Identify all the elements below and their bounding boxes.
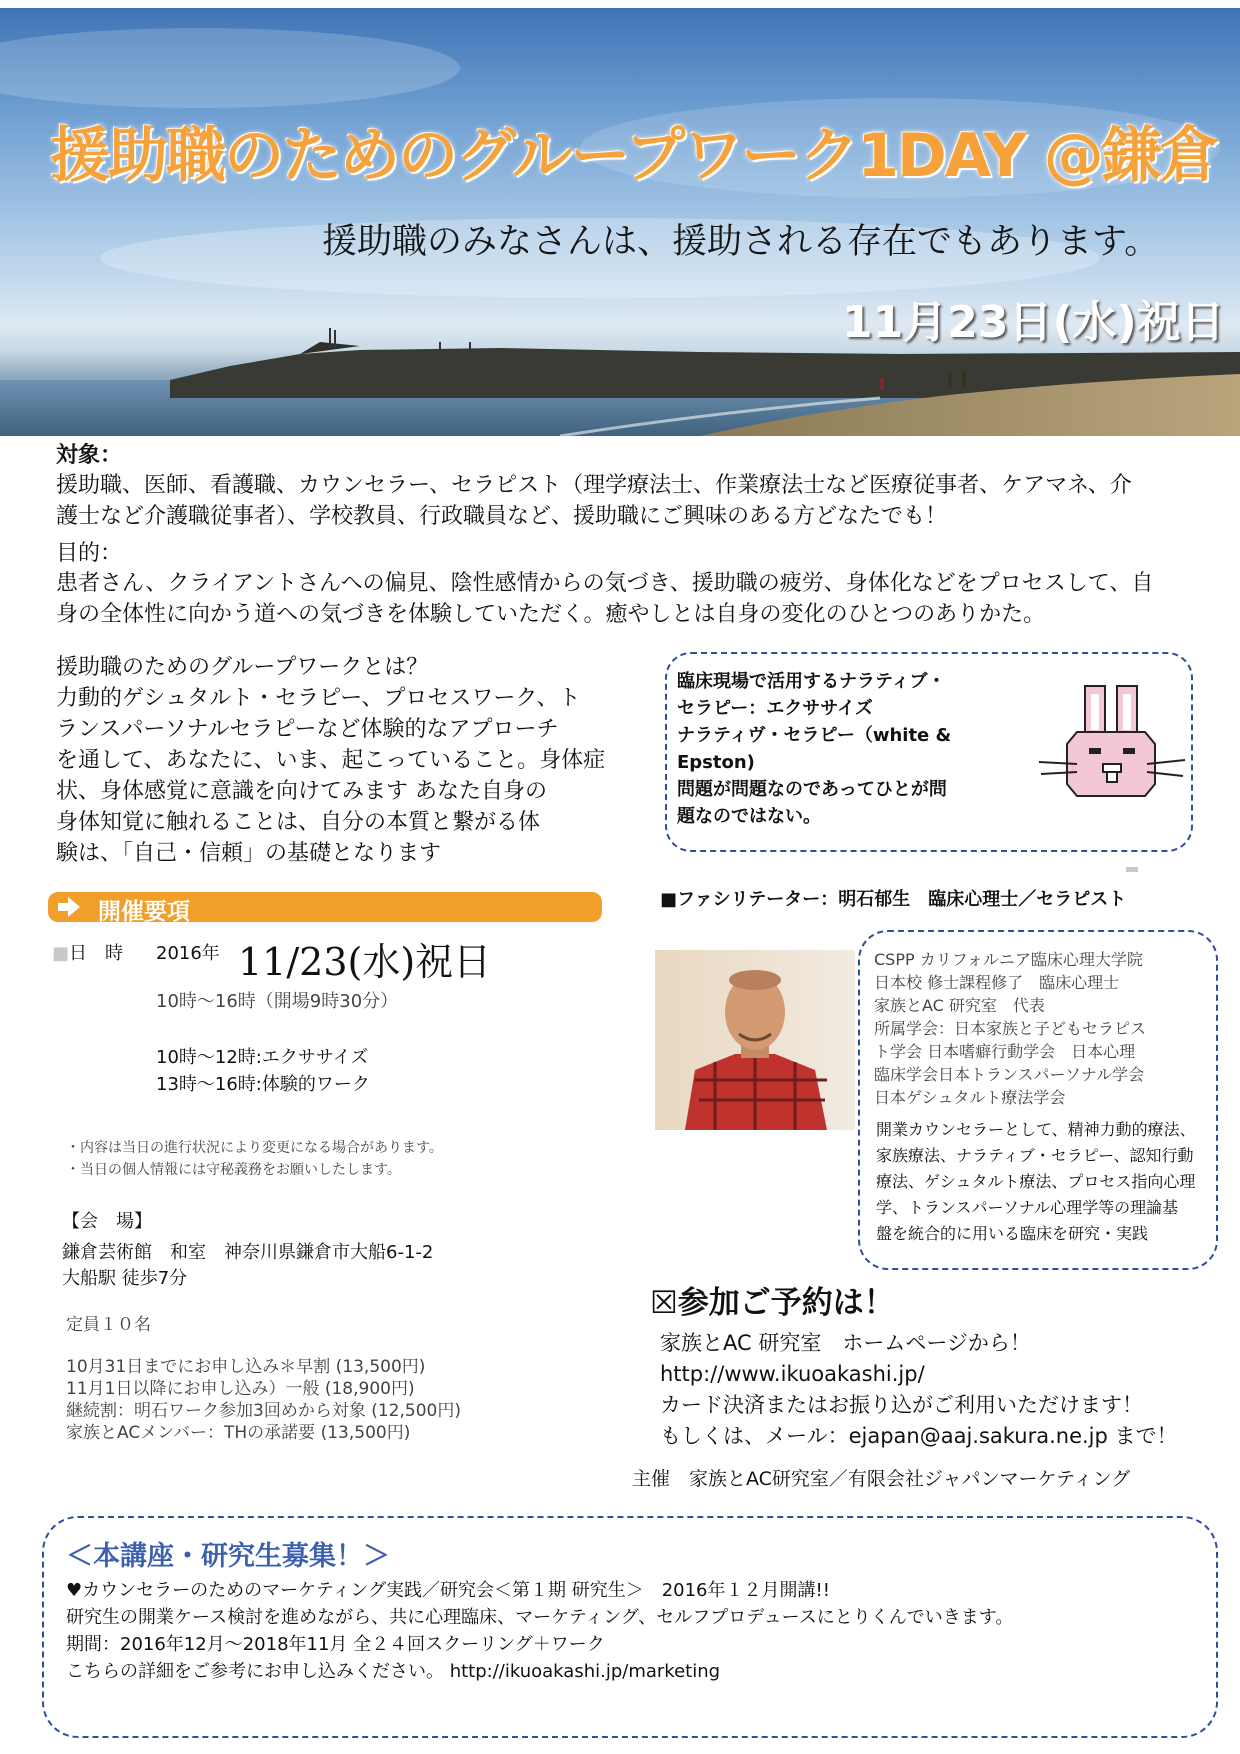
organizer: 主催 家族とAC研究室／有限会社ジャパンマーケティング — [632, 1468, 1131, 1490]
profile-line: CSPP カリフォルニア臨床心理大学院 — [874, 950, 1143, 969]
reserve-heading: ☒参加ご予約は！ — [650, 1285, 895, 1321]
venue-line: 大船駅 徒歩7分 — [62, 1268, 188, 1289]
kaisai-heading: 開催要項 — [98, 899, 190, 925]
schedule-item: 13時〜16時:体験的ワーク — [156, 1074, 370, 1095]
facilitator-heading: ■ファシリテーター：明石郁生 臨床心理士／セラピスト — [660, 889, 1127, 910]
narrative-text — [677, 668, 1037, 830]
profile-line: ト学会 日本嗜癖行動学会 日本心理 — [874, 1042, 1136, 1061]
recruit-link-line[interactable]: こちらの詳細をご参考にお申し込みください。 http://ikuoakashi.jp/marketing — [66, 1661, 721, 1682]
narrative-line: 臨床現場で活用するナラティブ・ — [677, 671, 946, 692]
about-text — [56, 652, 616, 869]
profile-line: 日本校 修士課程修了 臨床心理士 — [874, 973, 1120, 992]
rabbit-icon — [1037, 684, 1187, 814]
profile-text — [874, 948, 1214, 1109]
reserve-text — [660, 1328, 1230, 1452]
about-line: 力動的ゲシュタルト・セラピー、プロセスワーク、ト — [56, 686, 581, 711]
arrow-right-icon — [56, 895, 82, 919]
purpose-line: 身の全体性に向かう道への気づきを体験していただく。癒やしとは自身の変化のひとつのありかた。 — [56, 602, 1046, 627]
divider-mark — [1126, 867, 1138, 872]
career-line: 学、トランスパーソナル心理学等の理論基 — [876, 1198, 1179, 1217]
venue-heading: 【会 場】 — [62, 1211, 152, 1232]
narrative-line: 題なのではない。 — [677, 806, 821, 827]
capacity: 定員１０名 — [66, 1315, 151, 1335]
career-line: 開業カウンセラーとして、精神力動的療法、 — [876, 1120, 1196, 1139]
date-label-text: 日 時 — [69, 943, 124, 964]
schedule — [156, 1044, 370, 1098]
career-line: 家族療法、ナラティブ・セラピー、認知行動 — [876, 1146, 1194, 1165]
hero-title: 援助職のためのグループワーク1DAY @鎌倉 — [50, 121, 1218, 191]
hero-subtitle: 援助職のみなさんは、援助される存在でもあります。 — [322, 222, 1160, 262]
price-item: 10月31日までにお申し込み＊早割 (13,500円) — [66, 1357, 426, 1377]
career-line: 盤を統合的に用いる臨床を研究・実践 — [876, 1224, 1149, 1243]
notes — [66, 1137, 443, 1181]
reserve-line: 家族とAC 研究室 ホームページから！ — [660, 1331, 1031, 1355]
target-heading: 対象： — [56, 443, 123, 468]
narrative-line: 問題が問題なのであってひとが問 — [677, 779, 947, 800]
purpose-line: 患者さん、クライアントさんへの偏見、陰性感情からの気づき、援助職の疲労、身体化などをプロセスして、自 — [56, 571, 1154, 596]
kaisai-bar — [48, 892, 602, 925]
profile-line: 所属学会：日本家族と子どもセラピス — [874, 1019, 1147, 1038]
purpose-heading: 目的： — [56, 541, 123, 566]
note-item: ・内容は当日の進行状況により変更になる場合があります。 — [66, 1140, 443, 1156]
reserve-line: カード決済またはお振り込がご利用いただけます！ — [660, 1393, 1143, 1417]
facilitator-photo — [655, 950, 855, 1130]
career-text — [876, 1117, 1216, 1247]
target-line: 援助職、医師、看護職、カウンセラー、セラピスト（理学療法士、作業療法士など医療従事者、ケアマネ、介 — [56, 473, 1132, 498]
price-item: 家族とACメンバー：THの承諾要 (13,500円) — [66, 1423, 411, 1443]
date-label — [52, 942, 123, 965]
schedule-item: 10時〜12時:エクササイズ — [156, 1047, 369, 1068]
narrative-line: Epston) — [677, 752, 755, 773]
price-item: 継続割：明石ワーク参加3回めから対象 (12,500円) — [66, 1401, 461, 1421]
venue-line: 鎌倉芸術館 和室 神奈川県鎌倉市大船6-1-2 — [62, 1242, 434, 1263]
purpose-text — [56, 568, 1186, 630]
profile-line: 臨床学会日本トランスパーソナル学会 — [874, 1065, 1145, 1084]
date-year: 2016年 — [156, 943, 220, 964]
note-item: ・当日の個人情報には守秘義務をお願いしたします。 — [66, 1162, 401, 1178]
price-item: 11月1日以降にお申し込み）一般 (18,900円) — [66, 1379, 415, 1399]
big-date: 11/23(水)祝日 — [238, 940, 492, 984]
about-line: 身体知覚に触れることは、自分の本質と繋がる体 — [56, 810, 541, 835]
reserve-email[interactable]: もしくは、メール：ejapan@aaj.sakura.ne.jp まで！ — [660, 1424, 1178, 1448]
recruit-line: 期間：2016年12月〜2018年11月 全２４回スクーリング＋ワーク — [66, 1634, 605, 1655]
narrative-box — [665, 652, 1193, 852]
about-line: 援助職のためのグループワークとは？ — [56, 655, 429, 680]
venue — [62, 1240, 433, 1292]
recruit-text — [66, 1577, 1206, 1685]
about-line: 験は、「自己・信頼」の基礎となります — [56, 841, 442, 866]
career-line: 療法、ゲシュタルト療法、プロセス指向心理 — [876, 1172, 1196, 1191]
reserve-link[interactable]: http://www.ikuoakashi.jp/ — [660, 1362, 925, 1386]
square-bullet-icon: ■ — [52, 943, 70, 964]
profile-line: 日本ゲシュタルト療法学会 — [874, 1088, 1066, 1107]
recruit-line: ♥カウンセラーのためのマーケティング実践／研究会＜第１期 研究生＞ 2016年１２月開講!! — [66, 1580, 830, 1601]
narrative-line: ナラティヴ・セラピー（white & — [677, 725, 952, 746]
hero-banner — [0, 8, 1240, 436]
about-line: を通して、あなたに、いま、起こっていること。身体症 — [56, 748, 606, 773]
about-line: 状、身体感覚に意識を向けてみます あなた自身の — [56, 779, 547, 804]
narrative-line: セラピー：エクササイズ — [677, 698, 873, 719]
hero-date: 11月23日(水)祝日 — [842, 297, 1225, 348]
target-text — [56, 470, 1186, 532]
recruit-line: 研究生の開業ケース検討を進めながら、共に心理臨床、マーケティング、セルフプロデュースにとりくんでいきます。 — [66, 1607, 1014, 1628]
recruit-heading: ＜本講座・研究生募集！＞ — [66, 1541, 390, 1572]
hours: 10時〜16時（開場9時30分） — [156, 991, 399, 1012]
profile-line: 家族とAC 研究室 代表 — [874, 996, 1045, 1015]
target-line: 護士など介護職従事者）、学校教員、行政職員など、援助職にご興味のある方どなたでも！ — [56, 504, 948, 529]
prices — [66, 1356, 461, 1444]
about-line: ランスパーソナルセラピーなど体験的なアプローチ — [56, 717, 559, 742]
